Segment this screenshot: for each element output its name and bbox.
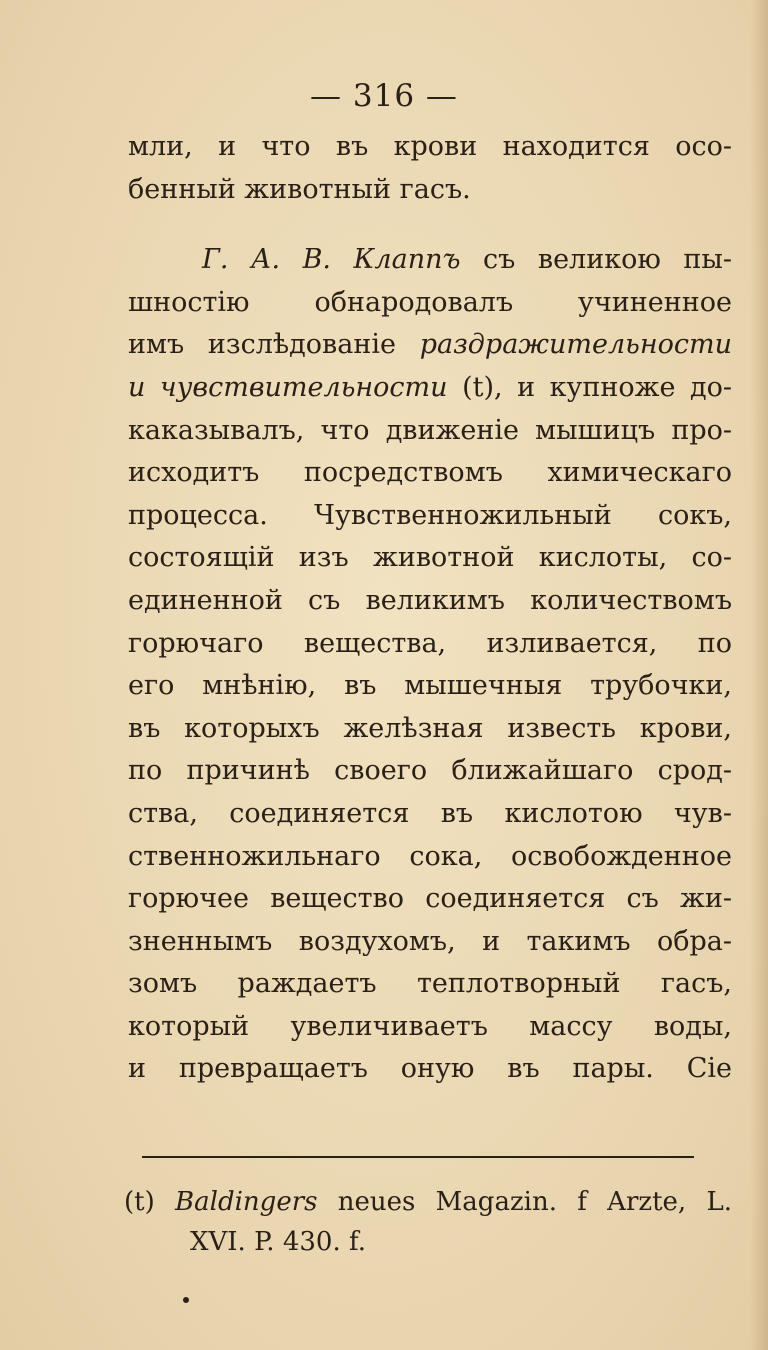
text-line: зомъ раждаетъ теплотворный гасъ, — [128, 968, 732, 1000]
footnote-line: XVI. P. 430. f. — [190, 1227, 366, 1257]
text-line: горючее вещество соединяется съ жи- — [128, 883, 732, 915]
footnote — [124, 1182, 732, 1262]
text-line: ственножильнаго сока, освобожденное — [128, 840, 732, 872]
ink-speck — [183, 1297, 189, 1303]
text-line: шностію обнародовалъ учиненное — [128, 286, 732, 318]
text-line: каказывалъ, что движеніе мышицъ про- — [128, 414, 732, 446]
text-line: по причинѣ своего ближайшаго срод- — [128, 755, 732, 787]
main-text — [128, 126, 732, 1091]
footnote-line — [124, 1182, 732, 1222]
page-number: — 316 — — [310, 78, 458, 114]
text-fragment: съ великою пы- — [460, 244, 732, 276]
text-line: горючаго вещества, изливается, по — [128, 627, 732, 659]
text-line: исходитъ посредствомъ химическаго — [128, 457, 732, 489]
footnote-marker: (t) — [124, 1187, 155, 1217]
text-line — [128, 239, 732, 282]
text-line: въ которыхъ желѣзная известь крови, — [128, 712, 732, 744]
text-line: единенной съ великимъ количествомъ — [128, 584, 732, 616]
italic-term: и чувствительности — [128, 371, 448, 403]
footnote-author: Baldingers — [175, 1187, 318, 1217]
footnote-text: neues Magazin. f Arzte, L. — [317, 1187, 732, 1217]
text-line: мли, и что въ крови находится осо- — [128, 131, 732, 162]
italic-term: раздражительности — [419, 329, 732, 361]
text-line: состоящій изъ животной кислоты, со- — [128, 542, 732, 574]
text-line: зненнымъ воздухомъ, и такимъ обра- — [128, 925, 732, 957]
text-line — [128, 324, 732, 367]
author-name: Г. А. В. Клаппъ — [202, 244, 461, 276]
text-line: его мнѣнію, въ мышечныя трубочки, — [128, 670, 732, 702]
text-line — [128, 367, 732, 410]
paragraph-gap — [128, 211, 732, 239]
text-line: и превращаетъ оную въ пары. Сіе — [128, 1053, 732, 1085]
page-edge-shadow — [750, 0, 768, 1350]
footnote-divider — [142, 1156, 694, 1158]
text-line: который увеличиваетъ массу воды, — [128, 1010, 732, 1042]
text-line: бенный животный гасъ. — [128, 173, 471, 205]
text-fragment: (t), и купноже до- — [447, 371, 732, 403]
text-line: процесса. Чувственножильный сокъ, — [128, 499, 732, 531]
text-line: ства, соединяется въ кислотою чув- — [128, 797, 732, 829]
text-fragment: имъ изслѣдованіе — [128, 329, 420, 361]
